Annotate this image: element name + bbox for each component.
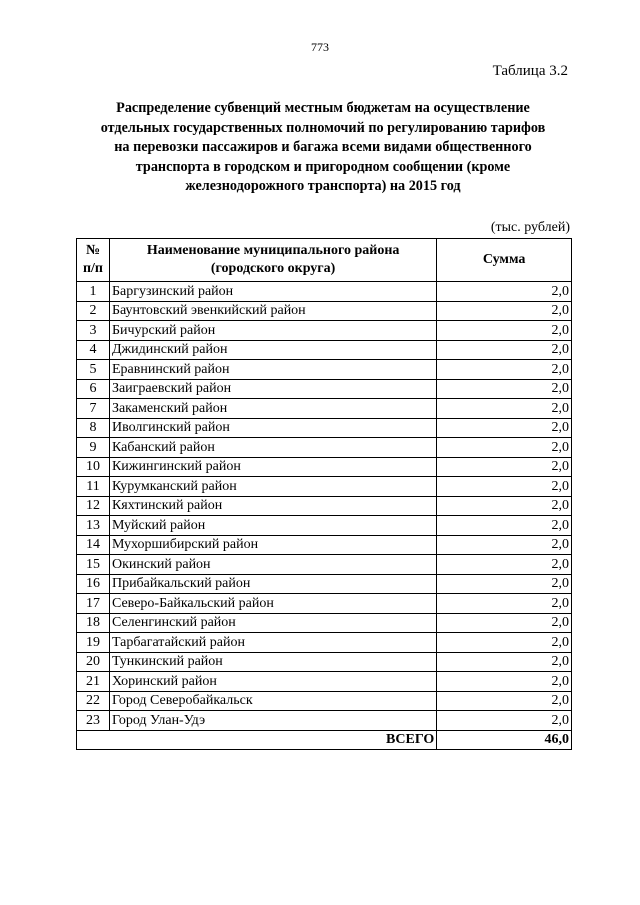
row-number: 20: [77, 652, 110, 672]
table-row: [77, 399, 572, 419]
table-row: [77, 613, 572, 633]
title-line: транспорта в городском и пригородном сообщении (кроме: [135, 158, 511, 175]
row-sum: 2,0: [437, 379, 572, 399]
table-row: [77, 672, 572, 692]
row-number: 6: [77, 379, 110, 399]
table-body: [77, 282, 572, 731]
row-sum: 2,0: [437, 535, 572, 555]
row-name: Заиграевский район: [109, 379, 436, 399]
row-name: Курумканский район: [109, 477, 436, 497]
row-name: Муйский район: [109, 516, 436, 536]
row-name: Прибайкальский район: [109, 574, 436, 594]
title-line: на перевозки пассажиров и багажа всеми видами общественного: [114, 139, 532, 155]
row-sum: 2,0: [437, 555, 572, 575]
row-name: Еравнинский район: [109, 360, 436, 380]
row-sum: 2,0: [437, 652, 572, 672]
row-sum: 2,0: [437, 418, 572, 438]
table-row: [77, 360, 572, 380]
row-number: 5: [77, 360, 110, 380]
table-row: [77, 574, 572, 594]
table-row: [77, 496, 572, 516]
table-row: [77, 652, 572, 672]
row-number: 13: [77, 516, 110, 536]
table-row: [77, 379, 572, 399]
row-number: 8: [77, 418, 110, 438]
row-number: 21: [77, 672, 110, 692]
units-note: (тыс. рублей): [490, 220, 570, 235]
row-name: Мухоршибирский район: [109, 535, 436, 555]
row-sum: 2,0: [437, 399, 572, 419]
row-name: Город Северобайкальск: [109, 691, 436, 711]
row-name: Северо-Байкальский район: [109, 594, 436, 614]
table-row: [77, 477, 572, 497]
row-name: Кяхтинский район: [109, 496, 436, 516]
row-sum: 2,0: [437, 438, 572, 458]
header-sum: Сумма: [437, 239, 572, 282]
row-name: Бичурский район: [109, 321, 436, 341]
row-name: Хоринский район: [109, 672, 436, 692]
table-row: [77, 633, 572, 653]
row-sum: 2,0: [437, 477, 572, 497]
row-number: 11: [77, 477, 110, 497]
row-number: 7: [77, 399, 110, 419]
row-name: Иволгинский район: [109, 418, 436, 438]
header-name: Наименование муниципального района (городского округа): [109, 239, 436, 282]
row-sum: 2,0: [437, 301, 572, 321]
row-sum: 2,0: [437, 516, 572, 536]
table-row: [77, 418, 572, 438]
row-number: 10: [77, 457, 110, 477]
row-sum: 2,0: [437, 496, 572, 516]
table-row: [77, 340, 572, 360]
row-sum: 2,0: [437, 633, 572, 653]
title-line: Распределение субвенций местным бюджетам на осуществление: [116, 100, 530, 116]
table-row: [77, 438, 572, 458]
row-number: 17: [77, 594, 110, 614]
row-number: 4: [77, 340, 110, 360]
table-row: [77, 282, 572, 302]
table-header-row: [77, 239, 572, 282]
subsidy-table: [76, 238, 572, 750]
row-sum: 2,0: [437, 321, 572, 341]
table-row: [77, 594, 572, 614]
row-name: Кижингинский район: [109, 457, 436, 477]
row-name: Баргузинский район: [109, 282, 436, 302]
table-row: [77, 321, 572, 341]
row-number: 22: [77, 691, 110, 711]
row-name: Тункинский район: [109, 652, 436, 672]
row-name: Тарбагатайский район: [109, 633, 436, 653]
title-line: железнодорожного транспорта) на 2015 год: [185, 178, 461, 194]
row-number: 1: [77, 282, 110, 302]
row-name: Окинский район: [109, 555, 436, 575]
document-title: [76, 99, 570, 197]
table-row: [77, 691, 572, 711]
row-sum: 2,0: [437, 613, 572, 633]
table-row: [77, 516, 572, 536]
page-number: 773: [311, 40, 329, 54]
row-sum: 2,0: [437, 594, 572, 614]
row-number: 19: [77, 633, 110, 653]
row-number: 23: [77, 711, 110, 731]
row-name: Баунтовский эвенкийский район: [109, 301, 436, 321]
row-sum: 2,0: [437, 691, 572, 711]
row-sum: 2,0: [437, 360, 572, 380]
row-number: 9: [77, 438, 110, 458]
row-number: 14: [77, 535, 110, 555]
row-number: 18: [77, 613, 110, 633]
title-line: отдельных государственных полномочий по регулированию тарифов: [100, 119, 546, 136]
row-name: Джидинский район: [109, 340, 436, 360]
table-row: [77, 711, 572, 731]
row-number: 3: [77, 321, 110, 341]
row-number: 15: [77, 555, 110, 575]
row-sum: 2,0: [437, 340, 572, 360]
row-name: Закаменский район: [109, 399, 436, 419]
table-row: [77, 457, 572, 477]
row-sum: 2,0: [437, 574, 572, 594]
row-name: Кабанский район: [109, 438, 436, 458]
row-number: 2: [77, 301, 110, 321]
row-sum: 2,0: [437, 457, 572, 477]
row-number: 12: [77, 496, 110, 516]
row-name: Селенгинский район: [109, 613, 436, 633]
table-row: [77, 555, 572, 575]
header-number: № п/п: [77, 239, 110, 282]
row-sum: 2,0: [437, 672, 572, 692]
total-value: 46,0: [437, 730, 572, 750]
row-sum: 2,0: [437, 282, 572, 302]
total-label: ВСЕГО: [77, 730, 437, 750]
row-number: 16: [77, 574, 110, 594]
row-name: Город Улан-Удэ: [109, 711, 436, 731]
total-row: [77, 730, 572, 750]
table-row: [77, 301, 572, 321]
table-row: [77, 535, 572, 555]
row-sum: 2,0: [437, 711, 572, 731]
table-label: Таблица 3.2: [492, 63, 568, 79]
